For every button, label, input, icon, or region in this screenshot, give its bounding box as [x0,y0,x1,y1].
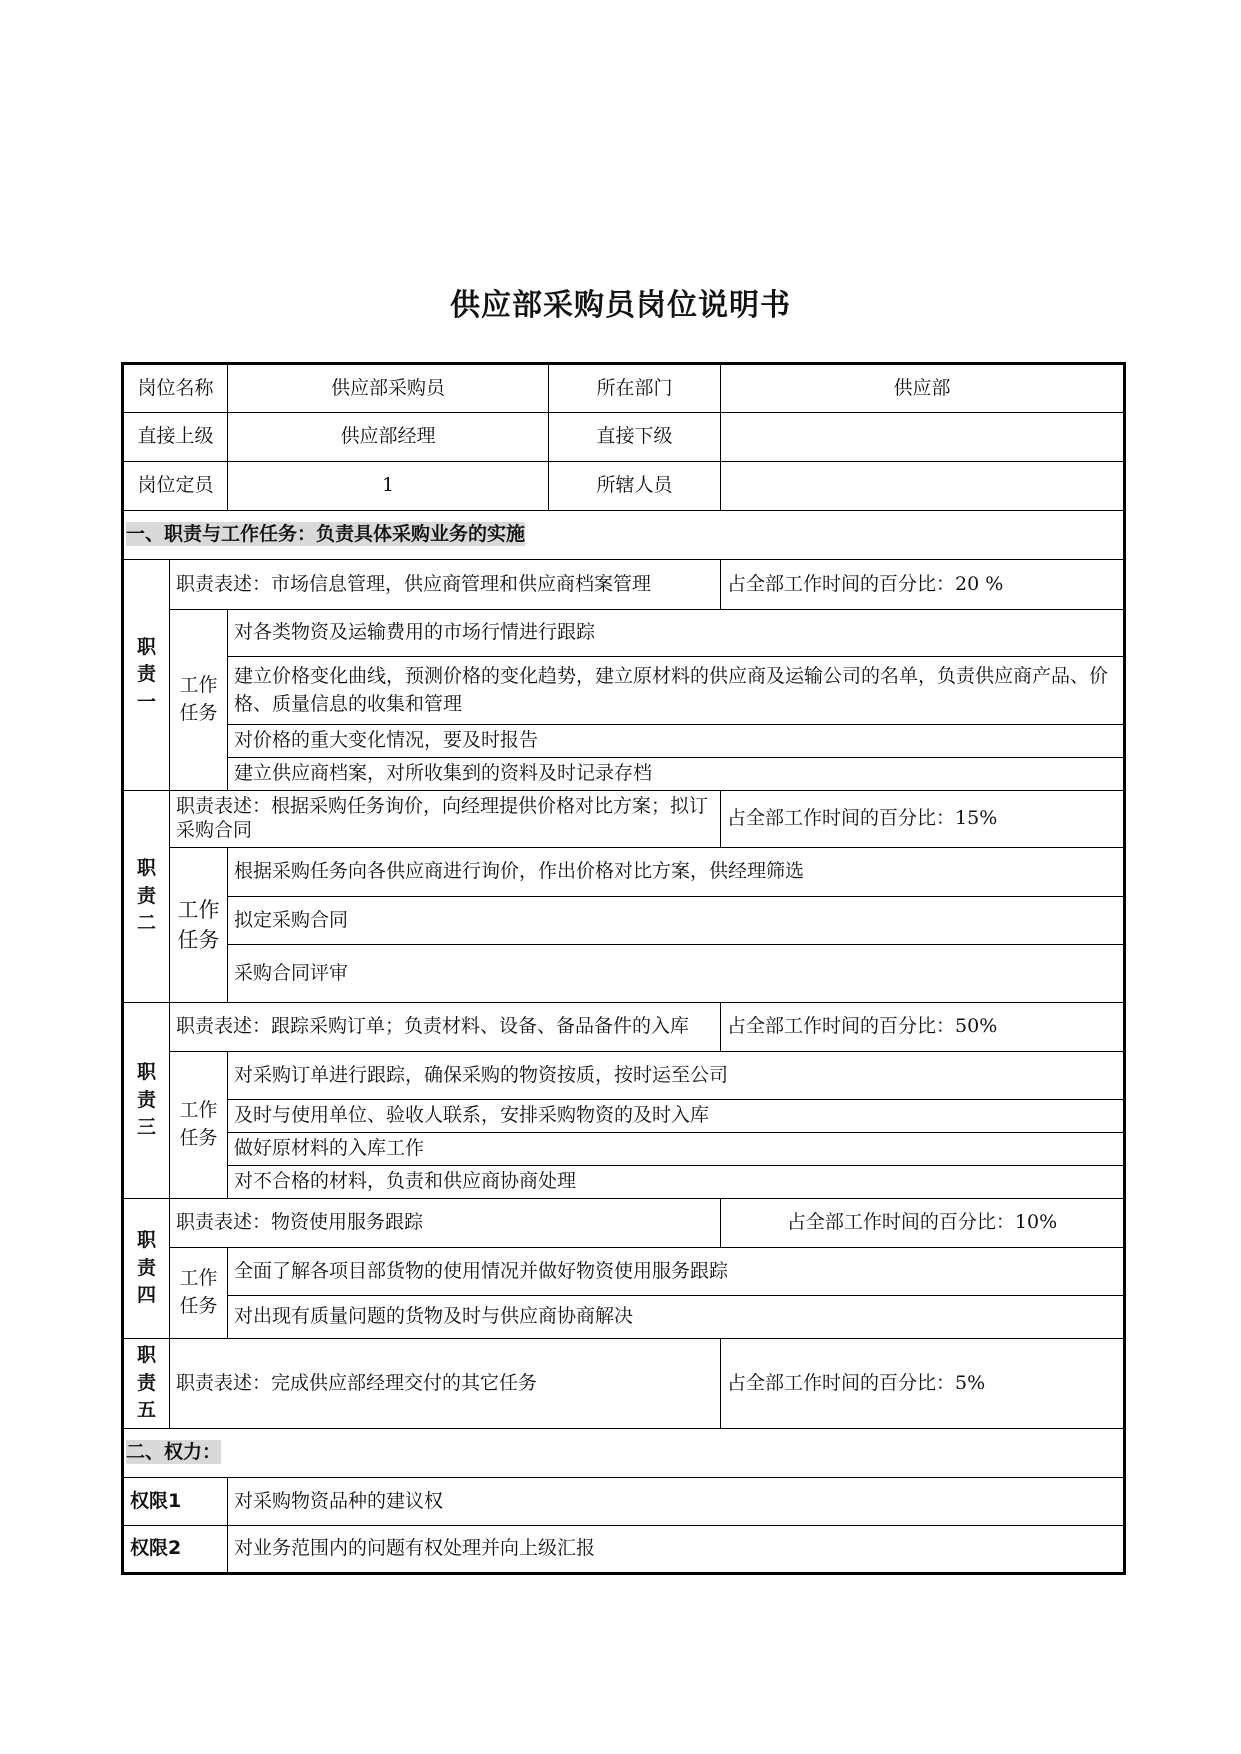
duty-percentage: 占全部工作时间的百分比：10% [721,1199,1125,1248]
headcount-value: 1 [228,462,549,511]
dept-value: 供应部 [721,364,1125,413]
info-row [123,364,1125,413]
duty-label-text: 职责二 [136,857,156,935]
section-header [123,511,1125,560]
duty-row [123,560,1125,610]
authority-label: 权限2 [123,1526,228,1574]
task-label [170,1248,228,1339]
task-row [123,848,1125,897]
task-row [123,725,1125,758]
section-header [123,1429,1125,1478]
superior-label: 直接上级 [123,413,228,462]
task-item: 对价格的重大变化情况，要及时报告 [228,725,1125,758]
task-row [123,1166,1125,1199]
duty-description: 职责表述：根据采购任务询价，向经理提供价格对比方案；拟订采购合同 [170,791,721,848]
task-label [170,610,228,791]
task-item: 及时与使用单位、验收人联系，安排采购物资的及时入库 [228,1100,1125,1133]
task-item: 对出现有质量问题的货物及时与供应商协商解决 [228,1296,1125,1339]
duty-row [123,1003,1125,1052]
duty-label [123,791,170,1003]
duty-label-text: 职责四 [136,1229,156,1307]
task-item: 做好原材料的入库工作 [228,1133,1125,1166]
duty-row [123,1339,1125,1429]
task-label-text: 工作任务 [179,1099,218,1149]
task-item: 建立价格变化曲线，预测价格的变化趋势，建立原材料的供应商及运输公司的名单，负责供应商产品、价格、质量信息的收集和管理 [228,657,1125,725]
staff-label: 所辖人员 [549,462,721,511]
job-description-table [121,362,1126,1575]
authority-text: 对业务范围内的问题有权处理并向上级汇报 [228,1526,1125,1574]
duty-label-text: 职责一 [136,635,156,713]
duty-label [123,1339,170,1429]
duty-description: 职责表述：物资使用服务跟踪 [170,1199,721,1248]
task-item: 拟定采购合同 [228,897,1125,945]
duty-label [123,560,170,791]
task-row [123,1296,1125,1339]
staff-value [721,462,1125,511]
task-item: 对采购订单进行跟踪，确保采购的物资按质，按时运至公司 [228,1052,1125,1100]
authority-text: 对采购物资品种的建议权 [228,1478,1125,1526]
task-row [123,945,1125,1003]
authority-row [123,1478,1125,1526]
authority-row [123,1526,1125,1574]
task-item: 采购合同评审 [228,945,1125,1003]
task-item: 对不合格的材料，负责和供应商协商处理 [228,1166,1125,1199]
duty-label-text: 职责三 [136,1061,156,1139]
task-item: 根据采购任务向各供应商进行询价，作出价格对比方案，供经理筛选 [228,848,1125,897]
subordinate-label: 直接下级 [549,413,721,462]
task-row [123,1052,1125,1100]
task-label [170,848,228,1003]
duty-percentage: 占全部工作时间的百分比：5% [721,1339,1125,1429]
info-row [123,462,1125,511]
duty-description: 职责表述：完成供应部经理交付的其它任务 [170,1339,721,1429]
superior-value: 供应部经理 [228,413,549,462]
subordinate-value [721,413,1125,462]
duty-label [123,1199,170,1339]
section1-title: 一、职责与工作任务：负责具体采购业务的实施 [126,523,526,546]
dept-label: 所在部门 [549,364,721,413]
task-row [123,758,1125,791]
duty-row [123,1199,1125,1248]
info-row [123,413,1125,462]
task-label [170,1052,228,1199]
task-row [123,897,1125,945]
duty-label [123,1003,170,1199]
task-row [123,610,1125,657]
duty-description: 职责表述：市场信息管理，供应商管理和供应商档案管理 [170,560,721,610]
post-name-value: 供应部采购员 [228,364,549,413]
duty-percentage: 占全部工作时间的百分比：50% [721,1003,1125,1052]
headcount-label: 岗位定员 [123,462,228,511]
task-label-text: 工作任务 [179,674,218,724]
duty-description: 职责表述：跟踪采购订单；负责材料、设备、备品备件的入库 [170,1003,721,1052]
task-row [123,1100,1125,1133]
duty-row [123,791,1125,848]
task-label-text: 工作任务 [179,1267,218,1317]
duty-percentage: 占全部工作时间的百分比：15% [721,791,1125,848]
page-title: 供应部采购员岗位说明书 [450,288,791,323]
section2-title: 二、权力： [126,1441,222,1464]
post-name-label: 岗位名称 [123,364,228,413]
task-item: 对各类物资及运输费用的市场行情进行跟踪 [228,610,1125,657]
task-item: 建立供应商档案，对所收集到的资料及时记录存档 [228,758,1125,791]
task-label-text: 工作任务 [177,897,220,952]
duty-label-text: 职责五 [136,1344,156,1422]
task-row [123,1248,1125,1296]
duty-percentage: 占全部工作时间的百分比：20 % [721,560,1125,610]
task-row [123,657,1125,725]
task-item: 全面了解各项目部货物的使用情况并做好物资使用服务跟踪 [228,1248,1125,1296]
task-row [123,1133,1125,1166]
authority-label: 权限1 [123,1478,228,1526]
